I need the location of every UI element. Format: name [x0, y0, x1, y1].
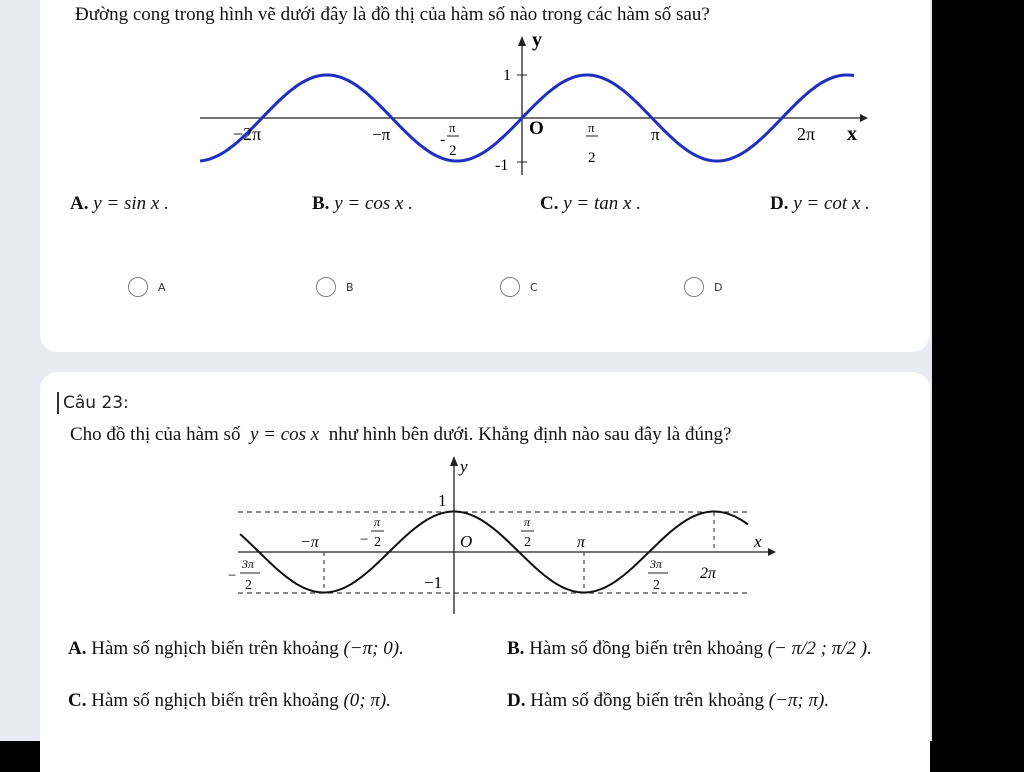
tick-minus-two-pi: −2π	[233, 124, 262, 144]
tick-minus-3pi2-sign: −	[228, 568, 237, 584]
right-dark-area	[932, 0, 1024, 741]
radio-label: D	[714, 280, 723, 294]
x-label: x	[754, 532, 762, 551]
tick-minus-half-pi-sign: -	[440, 131, 446, 148]
origin-label: O	[529, 118, 544, 139]
question-title: Câu 23:	[57, 392, 129, 414]
y-label: y	[532, 30, 542, 51]
q2-option-d: D. Hàm số đồng biến trên khoảng (−π; π).	[507, 690, 830, 711]
radio-label: B	[346, 280, 354, 294]
tick-minus-pi: −π	[300, 534, 319, 551]
radio-circle[interactable]	[684, 277, 704, 297]
svg-text:π: π	[524, 515, 531, 529]
tick-minus-half-pi-num: π	[449, 120, 456, 135]
svg-text:π: π	[374, 515, 381, 529]
option-b: B. y = cos x .	[312, 193, 413, 214]
radio-circle[interactable]	[316, 277, 336, 297]
radio-label: A	[158, 280, 166, 294]
q2-option-a: A. Hàm số nghịch biến trên khoảng (−π; 0).	[68, 638, 404, 659]
svg-text:2: 2	[245, 578, 252, 593]
tick-minus-pi: −π	[372, 125, 391, 144]
radio-option-a[interactable]	[128, 277, 166, 297]
tick-half-pi-num: π	[588, 120, 595, 135]
tick-minus-half-pi-den: 2	[449, 143, 457, 159]
tick-one: 1	[503, 67, 511, 84]
tick-minus-half-pi-sign: −	[360, 532, 369, 548]
question-1-graph	[195, 30, 875, 180]
radio-option-c[interactable]	[500, 277, 538, 297]
tick-minus-one: −1	[424, 573, 443, 592]
y-label: y	[460, 457, 468, 476]
svg-text:3π: 3π	[650, 557, 663, 571]
option-c: C. y = tan x .	[540, 193, 641, 214]
option-a: A. y = sin x .	[70, 193, 169, 214]
q2-option-c: C. Hàm số nghịch biến trên khoảng (0; π).	[68, 690, 391, 711]
option-d: D. y = cot x .	[770, 193, 870, 214]
tick-minus-one: -1	[495, 157, 509, 174]
origin-label: O	[460, 532, 473, 551]
q2-option-b: B. Hàm số đồng biến trên khoảng (− π/2 ; π/2 ).	[507, 638, 872, 659]
tick-half-pi-den: 2	[588, 150, 596, 166]
x-label: x	[847, 123, 857, 145]
y-axis-arrow	[518, 36, 526, 46]
tick-one: 1	[438, 491, 447, 510]
tick-pi: π	[577, 534, 586, 551]
radio-option-b[interactable]	[316, 277, 354, 297]
question-2-graph	[220, 452, 780, 617]
svg-text:2: 2	[374, 535, 381, 550]
question-2-text: Cho đồ thị của hàm số y = cos x như hình bên dưới. Khẳng định nào sau đây là đúng?	[70, 424, 732, 445]
svg-text:3π: 3π	[242, 557, 255, 571]
radio-option-d[interactable]	[684, 277, 722, 297]
radio-label: C	[530, 280, 538, 294]
svg-text:2: 2	[524, 535, 531, 550]
tick-two-pi: 2π	[700, 565, 717, 582]
x-axis-arrow	[860, 114, 868, 122]
svg-text:2: 2	[653, 578, 660, 593]
tick-pi: π	[651, 125, 660, 144]
tick-two-pi: 2π	[797, 124, 816, 144]
radio-circle[interactable]	[500, 277, 520, 297]
radio-circle[interactable]	[128, 277, 148, 297]
question-1-text: Đường cong trong hình vẽ dưới đây là đồ thị của hàm số nào trong các hàm số sau?	[75, 4, 710, 25]
